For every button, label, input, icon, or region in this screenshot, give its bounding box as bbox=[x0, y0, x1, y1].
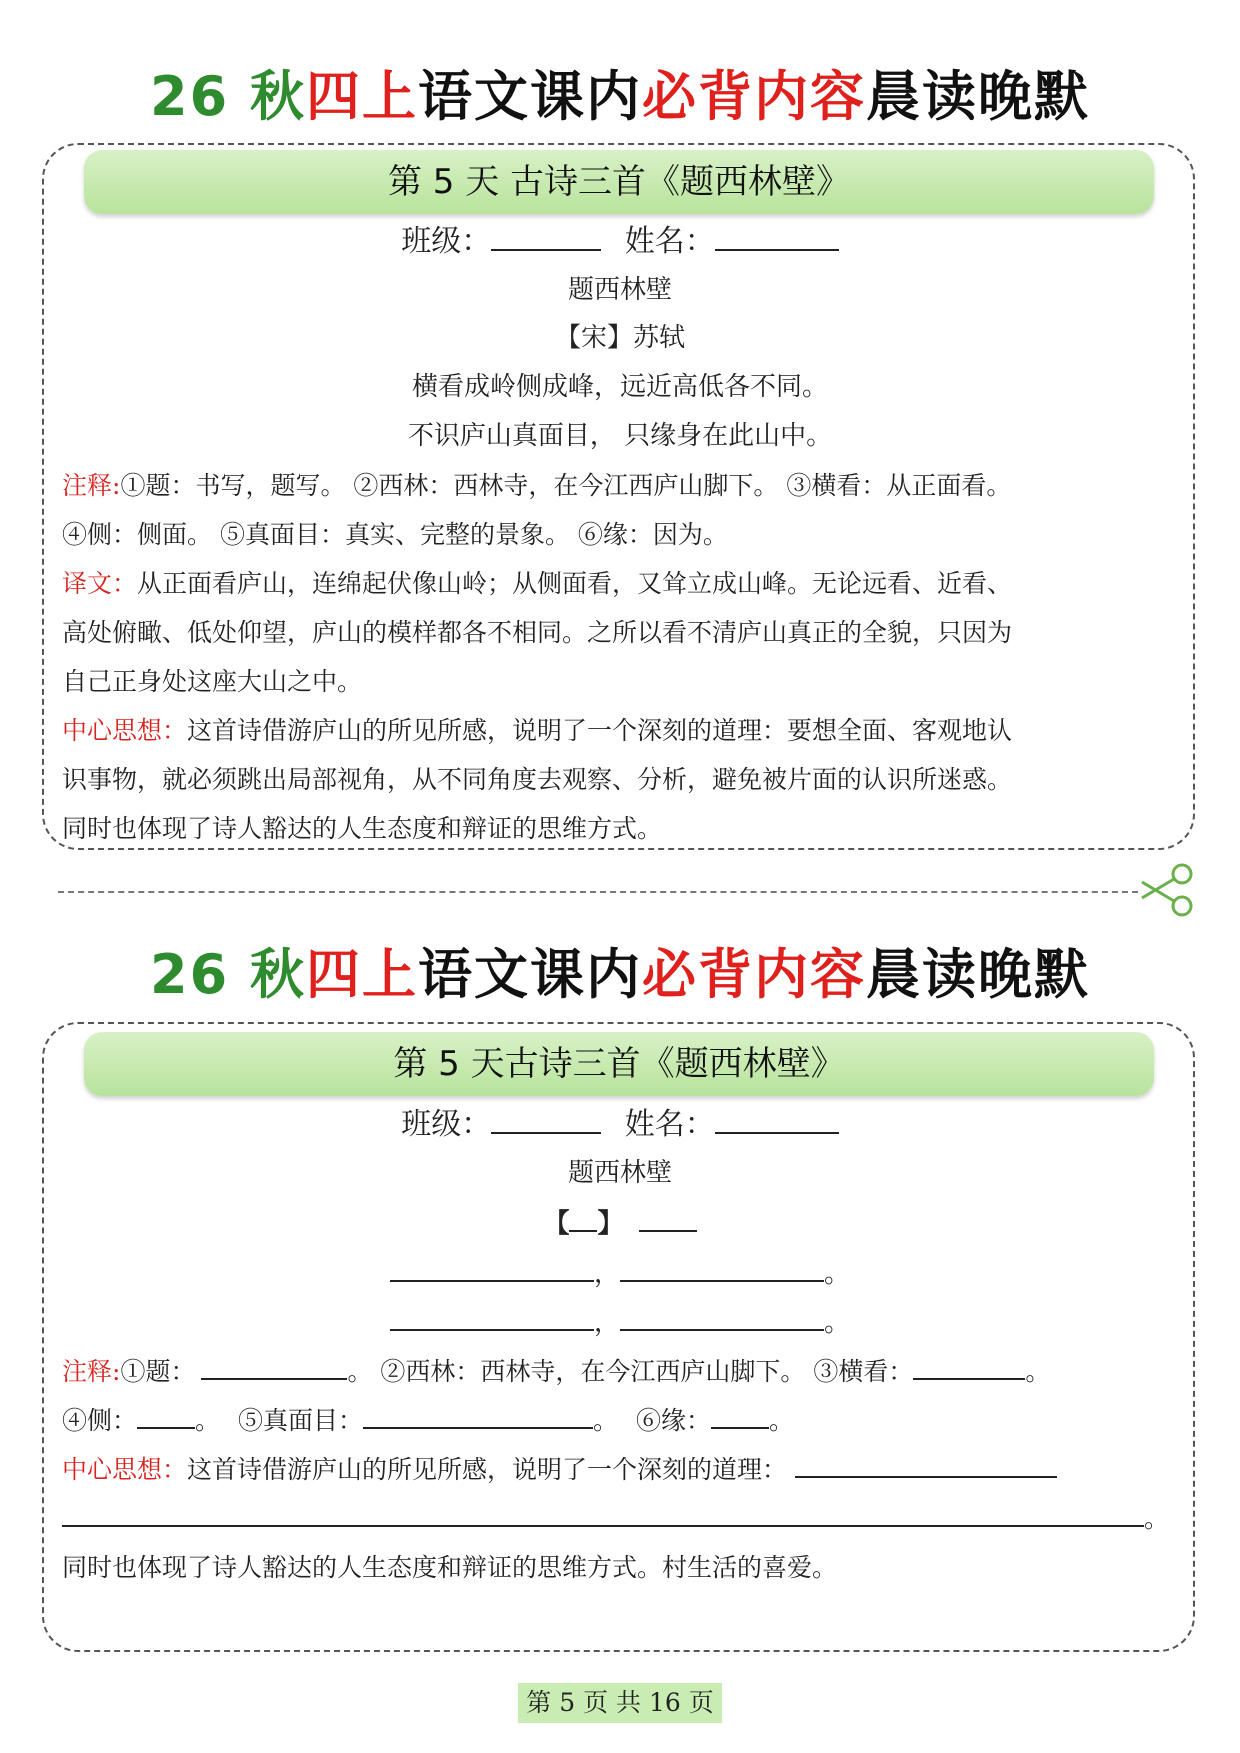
poem-blank-line-1 bbox=[0, 1254, 1240, 1294]
notes-line-1 bbox=[62, 466, 1182, 506]
translation-label: 译文： bbox=[62, 569, 138, 598]
notes-line-2: ④侧：侧面。 ⑤真面目：真实、完整的景象。 ⑥缘：因为。 bbox=[62, 520, 728, 549]
title-part-year: 26 秋 bbox=[150, 65, 306, 128]
theme-blank-1[interactable] bbox=[795, 1452, 1057, 1478]
title-part-required: 必背内容 bbox=[641, 65, 866, 128]
title-part-required: 必背内容 bbox=[641, 943, 866, 1006]
translation-line-1 bbox=[62, 564, 1182, 604]
day-banner-2: 第 5 天古诗三首《题西林壁》 bbox=[84, 1032, 1154, 1096]
note-5-blank[interactable] bbox=[363, 1403, 593, 1429]
period: 。 bbox=[768, 1406, 794, 1435]
title-part-grade: 四上 bbox=[305, 65, 418, 128]
bracket-open: 【 bbox=[543, 1209, 570, 1239]
note-6: ⑥缘： bbox=[635, 1406, 711, 1435]
comma: ， bbox=[593, 1259, 620, 1289]
note-6-blank[interactable] bbox=[711, 1403, 769, 1429]
poem-blank-2a[interactable] bbox=[390, 1305, 594, 1331]
dynasty-blank[interactable] bbox=[569, 1206, 597, 1232]
theme-blank-2[interactable] bbox=[62, 1501, 1144, 1527]
comma: ， bbox=[593, 1308, 620, 1338]
class-label: 班级： bbox=[401, 224, 492, 259]
name-blank[interactable] bbox=[715, 225, 839, 251]
theme-label: 中心思想： bbox=[62, 716, 188, 745]
note-4-blank[interactable] bbox=[137, 1403, 195, 1429]
class-name-row-2 bbox=[0, 1103, 1240, 1147]
title-part-grade: 四上 bbox=[305, 943, 418, 1006]
poem-blank-2b[interactable] bbox=[620, 1305, 824, 1331]
poem-blank-line-2 bbox=[0, 1303, 1240, 1343]
name-label: 姓名： bbox=[624, 224, 715, 259]
poem-blank-1a[interactable] bbox=[390, 1256, 594, 1282]
scissors-icon bbox=[1136, 858, 1200, 922]
notes-text-1: ①题：书写，题写。 ②西林：西林寺，在今江西庐山脚下。 ③横看：从正面看。 bbox=[120, 471, 1012, 500]
day-banner: 第 5 天 古诗三首《题西林壁》 bbox=[84, 150, 1154, 214]
title-part-subject: 语文课内 bbox=[417, 65, 642, 128]
title-part-year: 26 秋 bbox=[150, 943, 306, 1006]
title-part-routine: 晨读晚默 bbox=[865, 943, 1090, 1006]
note-2-3: ②西林：西林寺，在今江西庐山脚下。 ③横看： bbox=[380, 1357, 914, 1386]
period: 。 bbox=[824, 1308, 851, 1338]
cut-line bbox=[58, 891, 1138, 893]
theme-blank-line-1 bbox=[62, 1450, 1182, 1490]
class-label: 班级： bbox=[401, 1107, 492, 1142]
translation-line-2: 高处俯瞰、低处仰望，庐山的模样都各不相同。之所以看不清庐山真正的全貌，只因为 bbox=[62, 618, 1013, 647]
note-3-blank[interactable] bbox=[913, 1354, 1025, 1380]
theme-blank-line-2 bbox=[62, 1499, 1182, 1539]
page-title-2 bbox=[0, 940, 1240, 1010]
note-1: ①题： bbox=[120, 1357, 196, 1386]
notes-blank-line-2 bbox=[62, 1401, 1182, 1441]
note-1-blank[interactable] bbox=[201, 1354, 347, 1380]
theme-line-3-2: 同时也体现了诗人豁达的人生态度和辩证的思维方式。村生活的喜爱。 bbox=[62, 1553, 838, 1582]
translation-line-3: 自己正身处这座大山之中。 bbox=[62, 667, 363, 696]
theme-line-2: 识事物，就必须跳出局部视角，从不同角度去观察、分析，避免被片面的认识所迷惑。 bbox=[62, 765, 1013, 794]
theme-text-1: 这首诗借游庐山的所见所感，说明了一个深刻的道理：要想全面、客观地认 bbox=[187, 716, 1013, 745]
class-blank[interactable] bbox=[491, 1108, 601, 1134]
poem-author: 【宋】苏轼 bbox=[554, 323, 685, 353]
author-blank-row bbox=[0, 1204, 1240, 1244]
period: 。 bbox=[347, 1357, 373, 1386]
poem-title: 题西林壁 bbox=[567, 275, 672, 305]
notes-label: 注释: bbox=[62, 1357, 121, 1386]
poem-line-2: 不识庐山真面目， 只缘身在此山中。 bbox=[407, 421, 833, 451]
title-part-routine: 晨读晚默 bbox=[865, 65, 1090, 128]
author-blank[interactable] bbox=[639, 1206, 697, 1232]
poem-title-2: 题西林壁 bbox=[567, 1158, 672, 1188]
page-number: 第 5 页 共 16 页 bbox=[518, 1683, 722, 1723]
class-name-row bbox=[0, 220, 1240, 264]
period: 。 bbox=[195, 1406, 221, 1435]
period: 。 bbox=[593, 1406, 619, 1435]
note-4: ④侧： bbox=[62, 1406, 138, 1435]
period: 。 bbox=[1025, 1357, 1051, 1386]
bracket-close: 】 bbox=[597, 1209, 624, 1239]
notes-blank-line-1 bbox=[62, 1352, 1182, 1392]
page-title bbox=[0, 62, 1240, 132]
theme-text-1: 这首诗借游庐山的所见所感，说明了一个深刻的道理： bbox=[187, 1455, 788, 1484]
theme-line-1 bbox=[62, 711, 1182, 751]
period: 。 bbox=[824, 1259, 851, 1289]
note-5: ⑤真面目： bbox=[237, 1406, 363, 1435]
notes-label: 注释: bbox=[62, 471, 121, 500]
class-blank[interactable] bbox=[491, 225, 601, 251]
translation-text-1: 从正面看庐山，连绵起伏像山岭；从侧面看，又耸立成山峰。无论远看、近看、 bbox=[137, 569, 1013, 598]
name-label: 姓名： bbox=[624, 1107, 715, 1142]
theme-label: 中心思想： bbox=[62, 1455, 188, 1484]
theme-line-3: 同时也体现了诗人豁达的人生态度和辩证的思维方式。 bbox=[62, 814, 663, 843]
period: 。 bbox=[1144, 1504, 1170, 1533]
name-blank[interactable] bbox=[715, 1108, 839, 1134]
poem-line-1: 横看成岭侧成峰，远近高低各不同。 bbox=[411, 372, 828, 402]
poem-blank-1b[interactable] bbox=[620, 1256, 824, 1282]
title-part-subject: 语文课内 bbox=[417, 943, 642, 1006]
